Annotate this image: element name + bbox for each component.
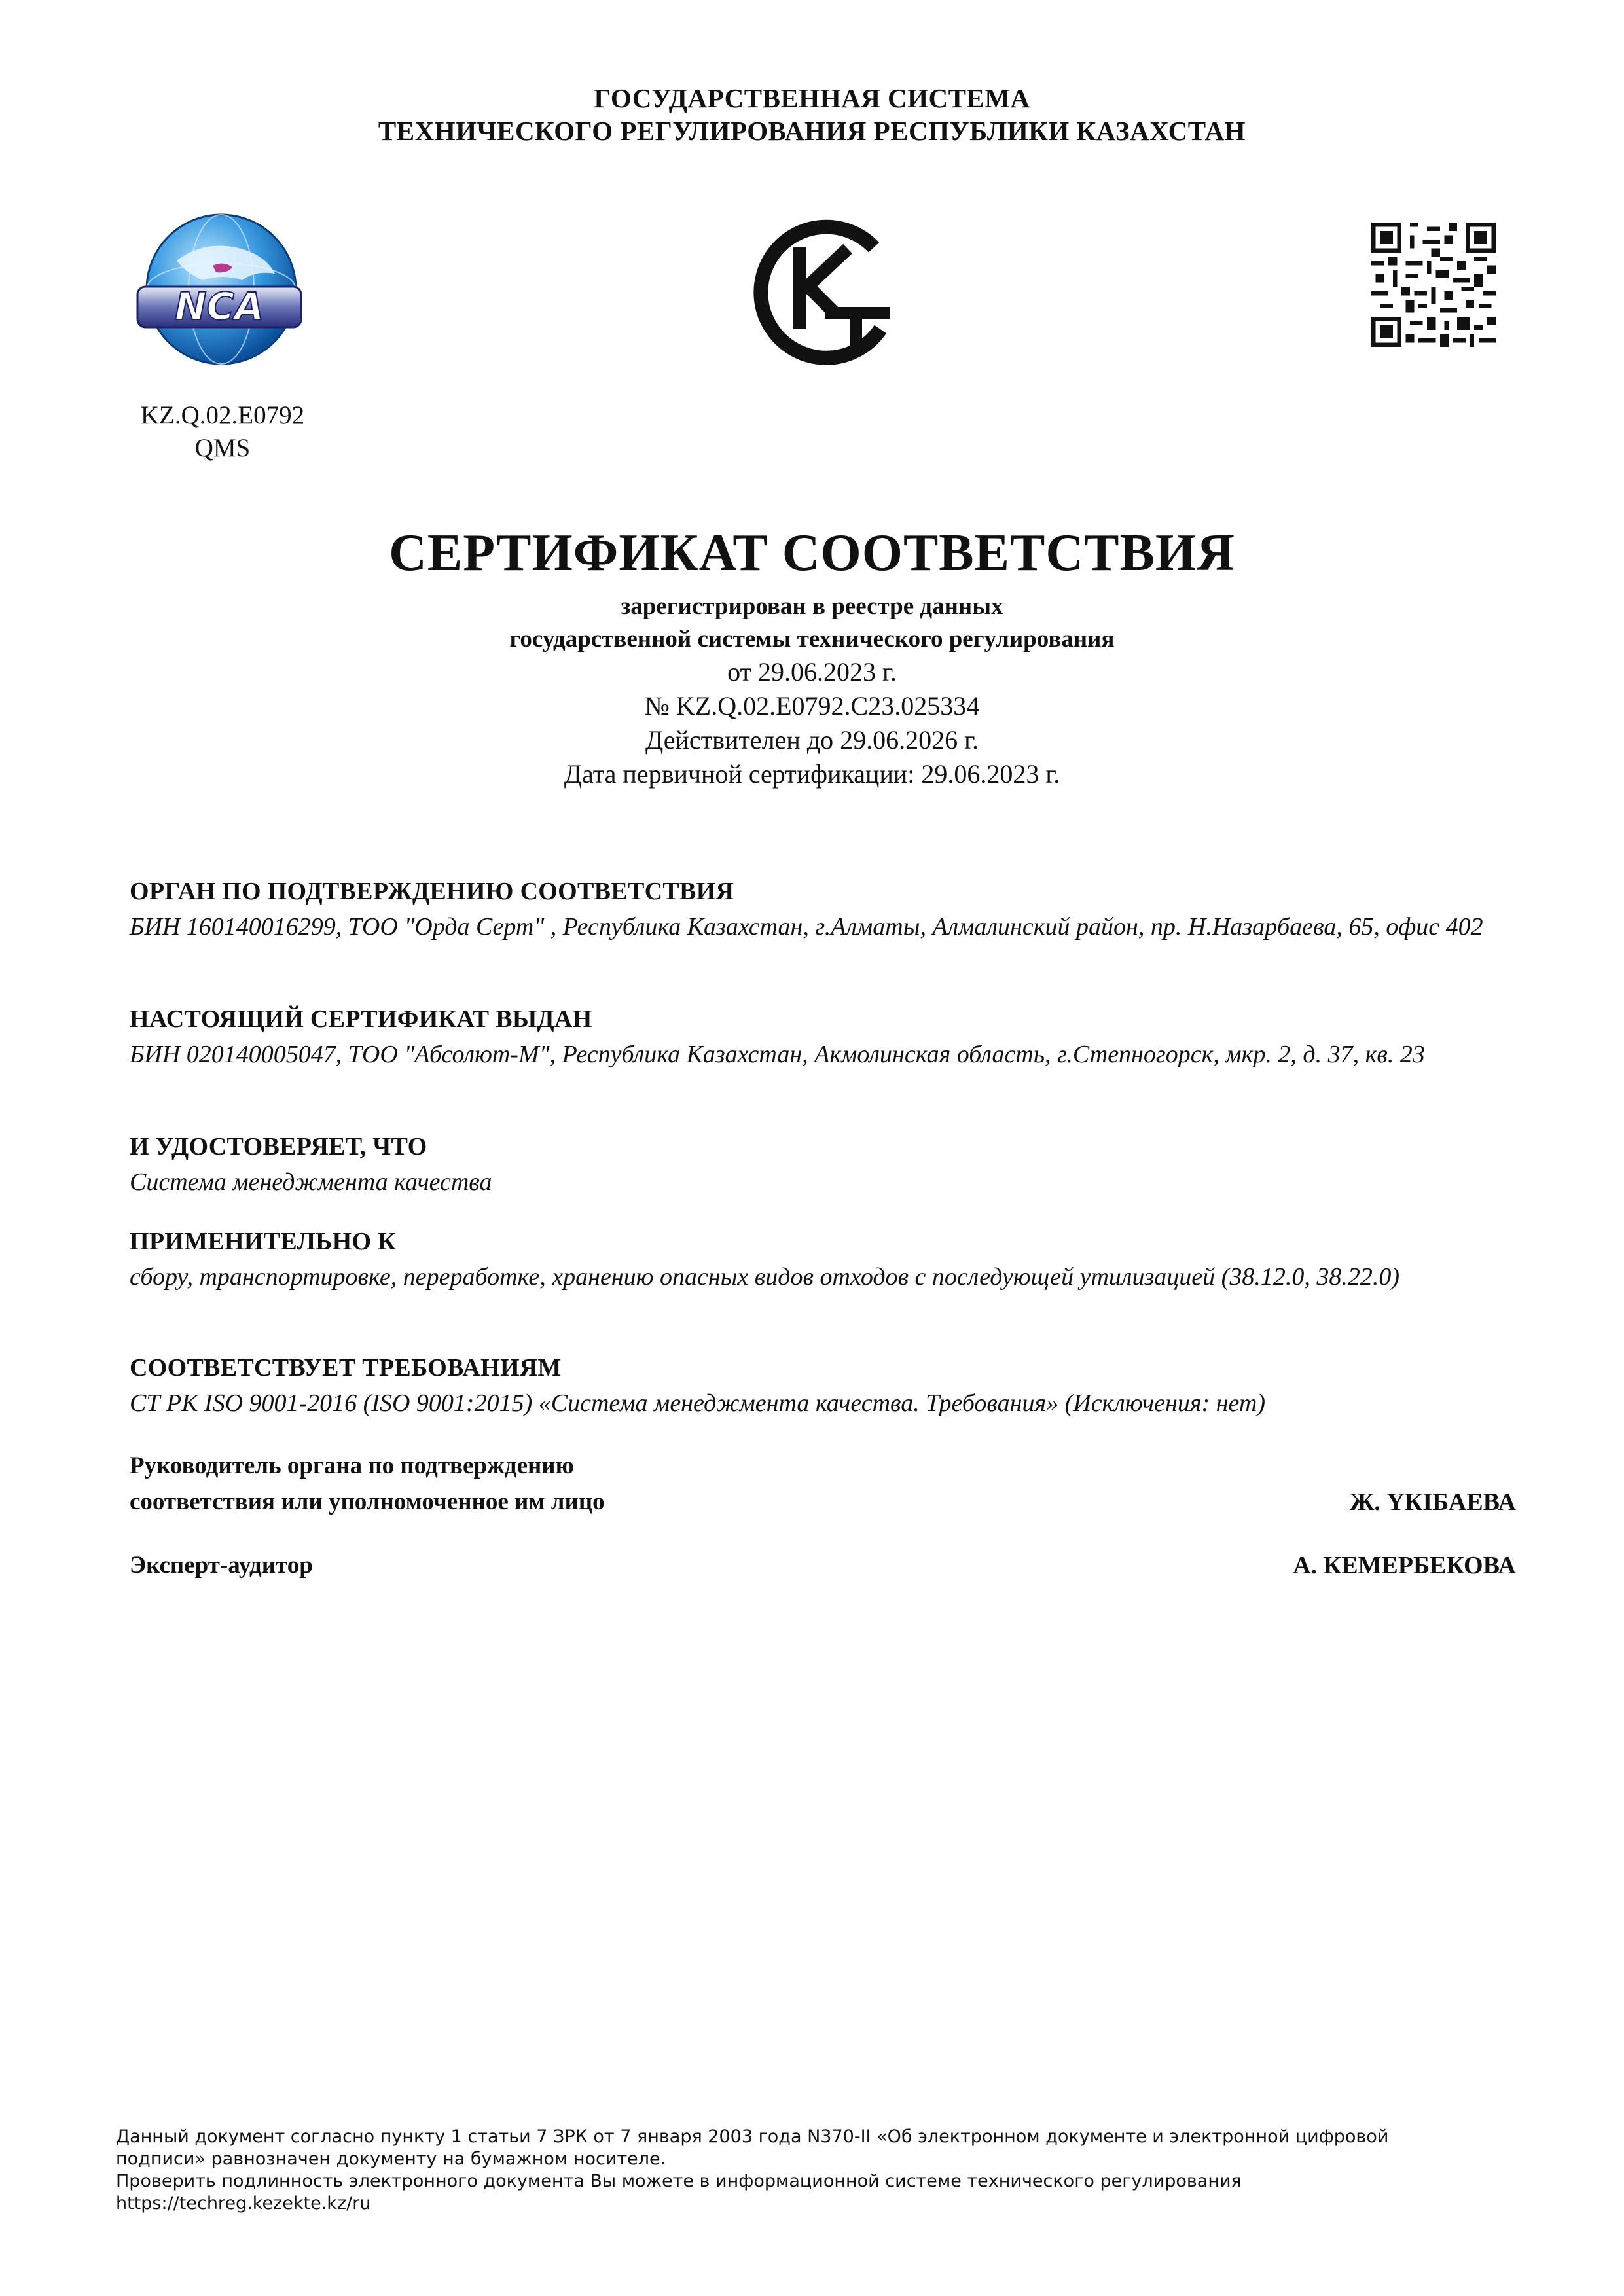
section-body-applicable-to: сбору, транспортировке, переработке, хранению опасных видов отходов с последующей утилизацией (38.12.0, 38.22.0) (130, 1263, 1399, 1291)
footer-verify-link[interactable]: https://techreg.kezekte.kz/ru (116, 2193, 371, 2214)
section-body-certifies: Система менеджмента качества (130, 1168, 492, 1196)
section-heading-certifies: И УДОСТОВЕРЯЕТ, ЧТО (130, 1133, 427, 1160)
head-role-line-2: соответствия или уполномоченное им лицо (130, 1488, 605, 1515)
header-line-1: ГОСУДАРСТВЕННАЯ СИСТЕМА (594, 83, 1030, 113)
header-line-2: ТЕХНИЧЕСКОГО РЕГУЛИРОВАНИЯ РЕСПУБЛИКИ КАЗАХСТАН (378, 116, 1246, 146)
head-role-line-1: Руководитель органа по подтверждению (130, 1452, 574, 1479)
qr-code (1371, 223, 1496, 347)
registered-line-2: государственной системы технического регулирования (509, 626, 1115, 653)
nca-globe-icon (124, 208, 314, 370)
head-name: Ж. ҮКІБАЕВА (1349, 1488, 1516, 1516)
section-body-requirements: СТ РК ISO 9001-2016 (ISO 9001:2015) «Система менеджмента качества. Требования» (Исключения: нет) (130, 1390, 1266, 1417)
footer-legal-line-1: Данный документ согласно пункту 1 статьи 7 ЗРК от 7 января 2003 года N370-II «Об электронном документе и электронной цифровой (116, 2126, 1389, 2147)
certificate-title: СЕРТИФИКАТ СООТВЕТСТВИЯ (389, 524, 1235, 582)
kt-conformity-mark-icon (740, 208, 903, 372)
section-heading-requirements: СООТВЕТСТВУЕТ ТРЕБОВАНИЯМ (130, 1354, 562, 1382)
auditor-name: А. КЕМЕРБЕКОВА (1293, 1552, 1516, 1579)
kt-mark (740, 208, 903, 372)
registration-date: от 29.06.2023 г. (727, 657, 897, 687)
accreditation-scheme: QMS (194, 434, 251, 462)
auditor-role: Эксперт-аудитор (130, 1552, 313, 1579)
certificate-number: № KZ.Q.02.E0792.C23.025334 (644, 691, 980, 721)
footer-verify-line: Проверить подлинность электронного документа Вы можете в информационной системе технического регулирования (116, 2171, 1242, 2191)
section-heading-applicable-to: ПРИМЕНИТЕЛЬНО К (130, 1228, 396, 1255)
qr-code-icon (1371, 223, 1496, 347)
footer-legal-line-2: подписи» равнозначен документу на бумажном носителе. (116, 2149, 666, 2169)
section-heading-issued-to: НАСТОЯЩИЙ СЕРТИФИКАТ ВЫДАН (130, 1005, 592, 1033)
section-body-issued-to: БИН 020140005047, ТОО "Абсолют-М", Республика Казахстан, Акмолинская область, г.Степногорск, мкр. 2, д. 37, кв. 23 (130, 1041, 1425, 1068)
nca-logo (124, 208, 314, 370)
accreditation-number: KZ.Q.02.E0792 (140, 401, 305, 429)
registered-line-1: зарегистрирован в реестре данных (621, 593, 1003, 620)
section-body-certification-body: БИН 160140016299, ТОО "Орда Серт" , Республика Казахстан, г.Алматы, Алмалинский район, пр. Н.Назарбаева, 65, офис 402 (130, 913, 1483, 941)
initial-certification-date: Дата первичной сертификации: 29.06.2023 г. (564, 759, 1060, 789)
nca-logo-text: NCA (175, 284, 264, 329)
valid-until: Действителен до 29.06.2026 г. (645, 725, 979, 755)
section-heading-certification-body: ОРГАН ПО ПОДТВЕРЖДЕНИЮ СООТВЕТСТВИЯ (130, 878, 734, 905)
